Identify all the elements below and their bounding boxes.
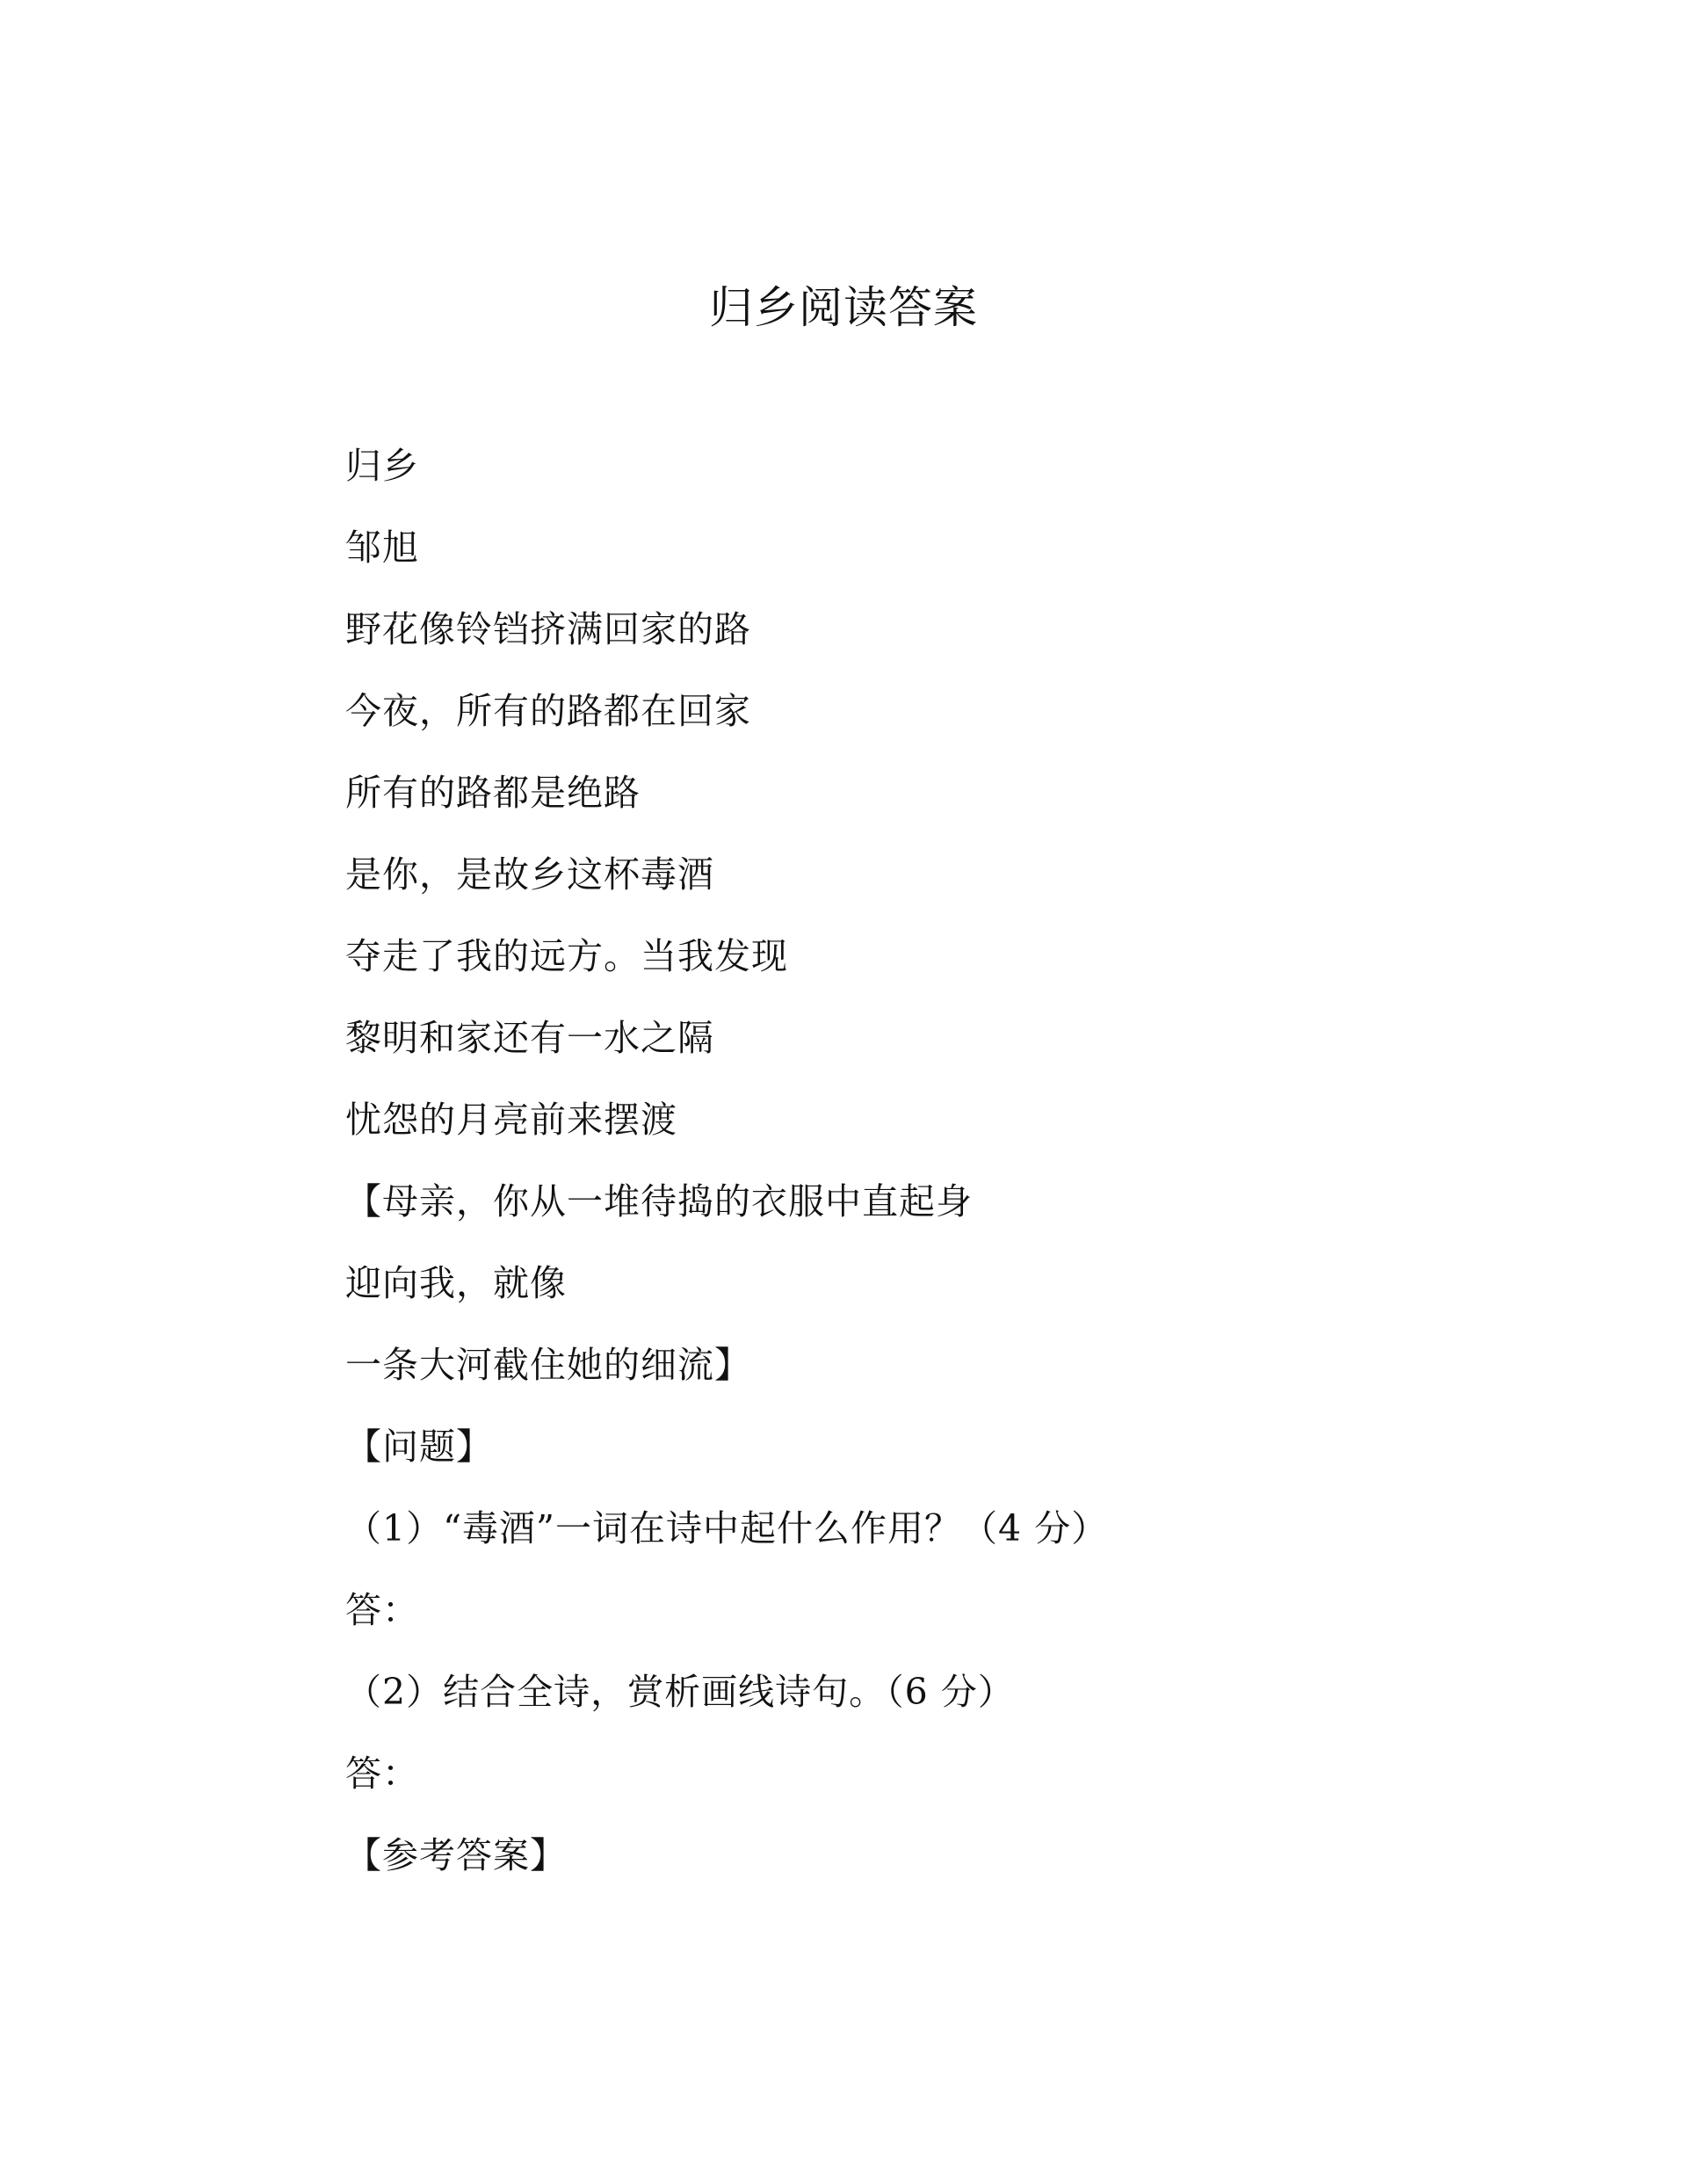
poem-line: 黎明和家还有一水之隔 [345, 1017, 714, 1059]
poem-author: 邹旭 [345, 526, 419, 569]
question-1: （1）“毒酒”一词在诗中起什么作用？（4 分） [345, 1507, 1109, 1549]
document-body [345, 432, 1347, 1904]
poem-line: 今夜，所有的路都在回家 [345, 690, 751, 732]
poem-line: 夺走了我的远方。当我发现 [345, 935, 788, 977]
page-title: 归乡阅读答案 [709, 282, 978, 333]
answer-label-2: 答： [345, 1752, 419, 1795]
question-2: （2）结合全诗，赏析画线诗句。（6 分） [345, 1671, 1015, 1713]
poem-line: 野花像铃铛挤满回家的路 [345, 608, 751, 650]
poem-line: 忧怨的月亮前来摆渡 [345, 1099, 677, 1141]
poem-line: 是你，是故乡这杯毒酒 [345, 853, 714, 896]
reference-answer-heading: 【参考答案】 [345, 1834, 567, 1876]
questions-heading: 【问题】 [345, 1426, 493, 1468]
poem-line: 所有的路都是绝路 [345, 772, 641, 814]
answer-label-1: 答： [345, 1589, 419, 1631]
poem-line-marked: 【母亲，你从一堆待捣的衣服中直起身 [345, 1180, 973, 1223]
poem-title: 归乡 [345, 445, 419, 487]
poem-line-marked: 迎向我，就像 [345, 1262, 567, 1304]
poem-line-marked: 一条大河截住她的细流】 [345, 1344, 751, 1386]
